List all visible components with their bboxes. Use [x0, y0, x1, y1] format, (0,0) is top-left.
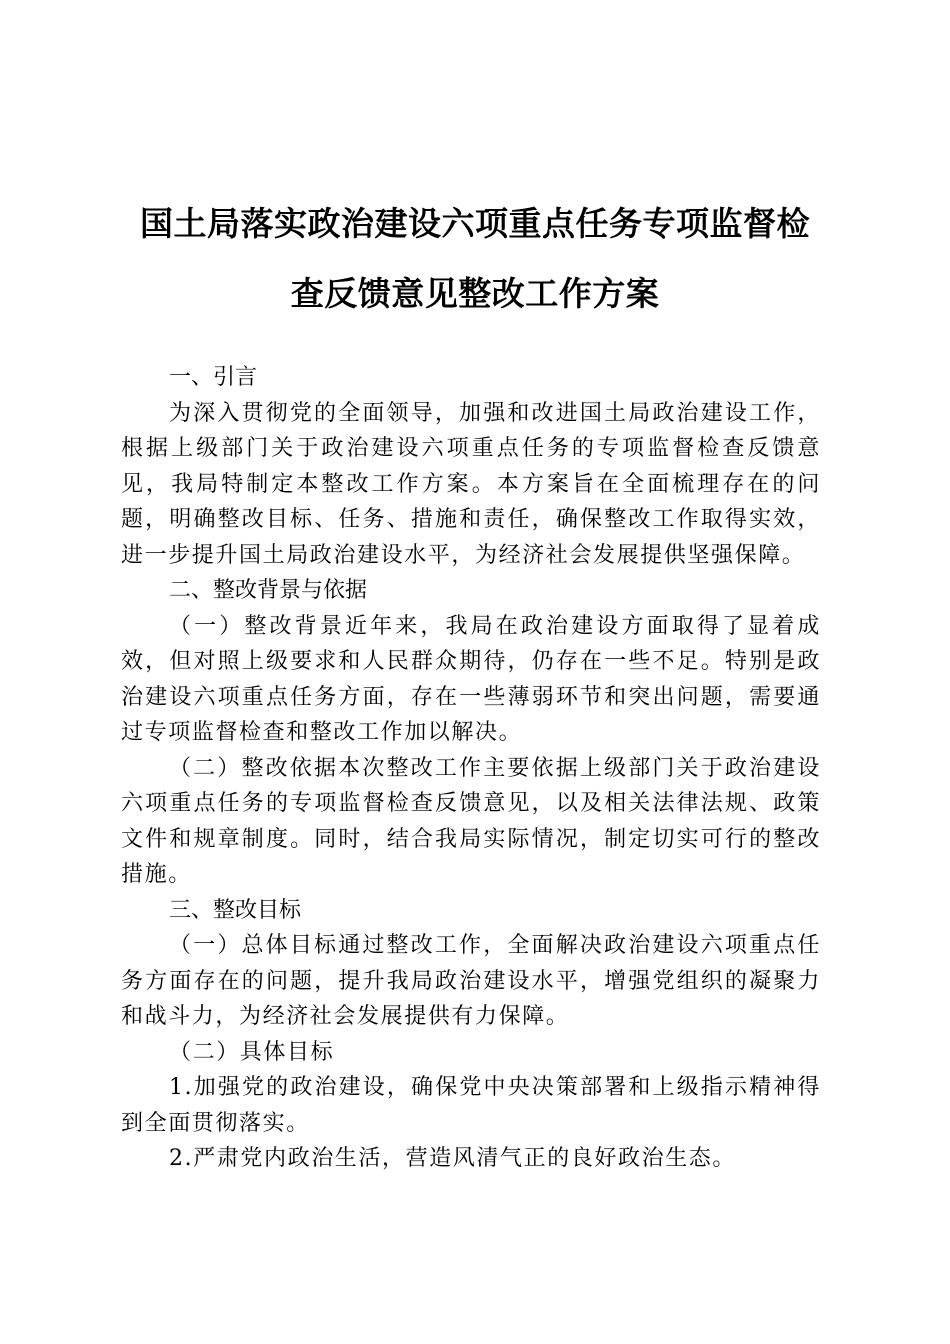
overall-goal-paragraph: （一）总体目标通过整改工作，全面解决政治建设六项重点任务方面存在的问题，提升我局政治建设水平，增强党组织的凝聚力和战斗力，为经济社会发展提供有力保障。 — [121, 933, 821, 1029]
specific-goal-item-1: 1.加强党的政治建设，确保党中央决策部署和上级指示精神得到全面贯彻落实。 — [121, 1075, 821, 1136]
specific-goals-label: （二）具体目标 — [169, 1039, 335, 1065]
document-body — [121, 360, 821, 1177]
section-heading-background: 二、整改背景与依据 — [169, 578, 368, 603]
basis-paragraph: （二）整改依据本次整改工作主要依据上级部门关于政治建设六项重点任务的专项监督检查反馈意见，以及相关法律法规、政策文件和规章制度。同时，结合我局实际情况，制定切实可行的整改措施。 — [121, 755, 821, 887]
background-paragraph: （一）整改背景近年来，我局在政治建设方面取得了显着成效，但对照上级要求和人民群众期待，仍存在一些不足。特别是政治建设六项重点任务方面，存在一些薄弱环节和突出问题，需要通过专项监督检查和整改工作加以解决。 — [121, 613, 821, 745]
document-title-line-1: 国土局落实政治建设六项重点任务专项监督检 — [140, 204, 810, 243]
introduction-paragraph: 为深入贯彻党的全面领导，加强和改进国土局政治建设工作，根据上级部门关于政治建设六项重点任务的专项监督检查反馈意见，我局特制定本整改工作方案。本方案旨在全面梳理存在的问题，明确整改目标、任务、措施和责任，确保整改工作取得实效，进一步提升国土局政治建设水平，为经济社会发展提供坚强保障。 — [121, 400, 821, 568]
document-title-line-2: 查反馈意见整改工作方案 — [290, 274, 660, 313]
section-heading-introduction: 一、引言 — [169, 365, 258, 390]
specific-goal-item-2: 2.严肃党内政治生活，营造风清气正的良好政治生态。 — [169, 1146, 736, 1171]
section-heading-goals: 三、整改目标 — [169, 897, 302, 923]
